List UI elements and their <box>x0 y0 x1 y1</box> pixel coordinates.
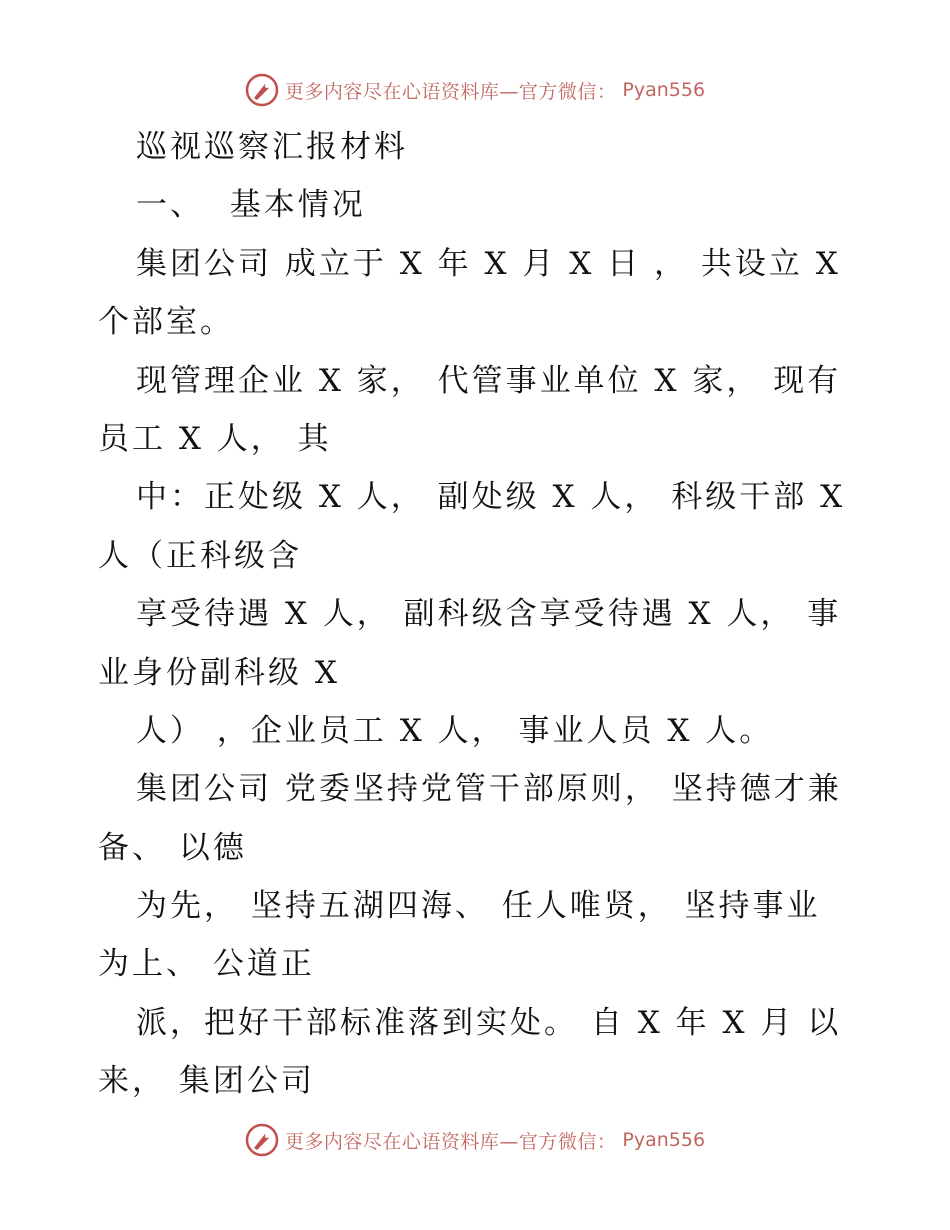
text-line: 来， 集团公司 <box>98 1063 315 1100</box>
footer-banner <box>0 1120 950 1160</box>
text-line: 人（正科级含 <box>98 537 302 574</box>
text-line: 享受待遇 X 人， 副科级含享受待遇 X 人， 事 <box>136 596 842 633</box>
text-line: 为上、 公道正 <box>98 946 315 983</box>
banner-text: 更多内容尽在心语资料库—官方微信： <box>284 80 617 103</box>
banner-wechat-id: Pyan556 <box>622 79 706 101</box>
section-heading: 一、 基本情况 <box>136 187 366 224</box>
text-line: 派，把好干部标准落到实处。 自 X 年 X 月 以 <box>136 1004 842 1041</box>
text-line: 为先， 坚持五湖四海、 任人唯贤， 坚持事业 <box>136 888 821 925</box>
banner-wechat-id: Pyan556 <box>622 1129 706 1151</box>
text-line: 人） ，企业员工 X 人， 事业人员 X 人。 <box>136 712 774 749</box>
text-line: 集团公司 成立于 X 年 X 月 X 日 ， 共设立 X <box>136 245 841 282</box>
text-line: 个部室。 <box>98 304 234 341</box>
pen-nib-logo-icon <box>245 1123 279 1157</box>
text-line: 业身份副科级 X <box>98 654 340 691</box>
document-body <box>98 118 858 1111</box>
text-line: 集团公司 党委坚持党管干部原则， 坚持德才兼 <box>136 771 842 808</box>
banner-text: 更多内容尽在心语资料库—官方微信： <box>284 1130 617 1153</box>
text-line: 员工 X 人， 其 <box>98 420 332 457</box>
text-line: 备、 以德 <box>98 829 247 866</box>
header-banner <box>0 70 950 110</box>
doc-title: 巡视巡察汇报材料 <box>136 129 408 165</box>
text-line: 中：正处级 X 人， 副处级 X 人， 科级干部 X <box>136 479 846 516</box>
pen-nib-logo-icon <box>245 73 279 107</box>
text-line: 现管理企业 X 家， 代管事业单位 X 家， 现有 <box>136 362 842 399</box>
